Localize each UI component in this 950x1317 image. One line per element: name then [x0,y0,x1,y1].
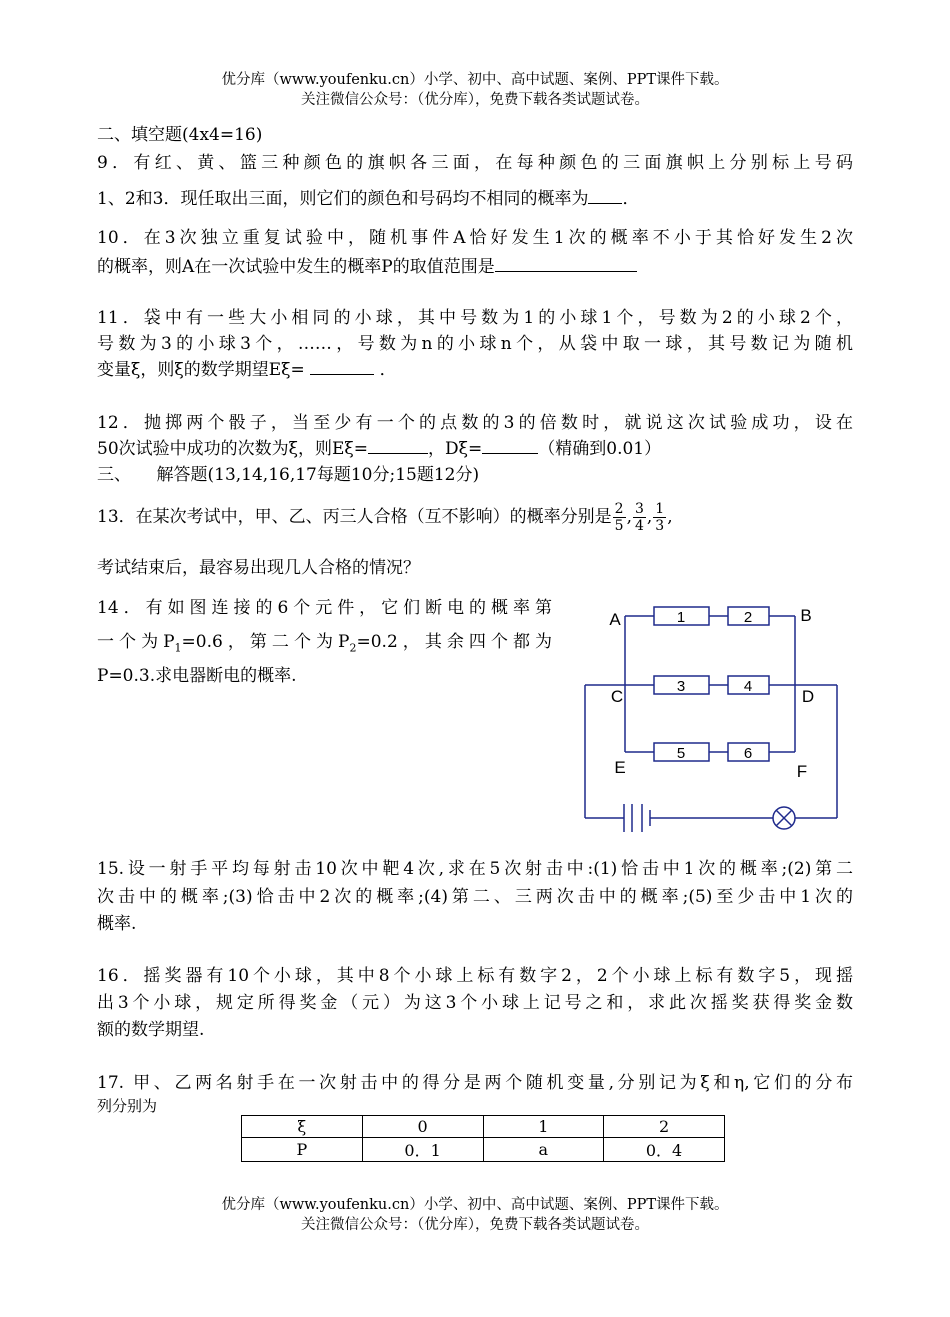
q16-line-3: 额的数学期望. [97,1020,205,1040]
page-header [0,70,950,110]
table-cell: 0．1 [362,1138,483,1162]
table-cell: a [483,1138,604,1162]
circuit-diagram [580,600,850,840]
fraction-3: $\frac{1}{3}$ [655,501,665,534]
section-2-title: 二、填空题(4x4=16) [97,125,263,145]
q9-line-1: 9．有红、黄、篮三种颜色的旗帜各三面，在每种颜色的三面旗帜上分别标上号码 [97,153,853,173]
q15-line-2: 次击中的概率;(3)恰击中2次的概率;(4)第二、三两次击中的概率;(5)至少击中1次的 [97,887,853,907]
q14-line-1: 14．有如图连接的6个元件，它们断电的概率第 [97,598,552,618]
table-cell: 2 [604,1116,725,1138]
node-d-label: D [801,687,815,706]
q15-line-1: 15.设一射手平均每射击10次中靶4次,求在5次射击中:(1)恰击中1次的概率;(2)第二 [97,859,853,879]
q11-text: 变量ξ，则ξ的数学期望Eξ= [97,360,305,380]
q10-line-1: 10．在3次独立重复试验中，随机事件A恰好发生1次的概率不小于其恰好发生2次 [97,228,853,248]
q12-line-1: 12．抛掷两个骰子，当至少有一个的点数的3的倍数时，就说这次试验成功，设在 [97,413,853,433]
q12-text-b: ，Dξ= [428,439,483,459]
fraction-2: $\frac{3}{4}$ [634,501,644,534]
q10-text: 的概率，则A在一次试验中发生的概率P的取值范围是 [97,257,495,277]
node-c-label: C [610,687,624,706]
header-line-1: 优分库（www.youfenku.cn）小学、初中、高中试题、案例、PPT课件下载。 [221,72,729,88]
q17-line-2: 列分别为 [97,1097,158,1115]
table-row [242,1138,725,1162]
q12-e-blank[interactable] [368,438,428,454]
q12-d-blank[interactable] [482,438,538,454]
section-3-title: 三、 解答题(13,14,16,17每题10分;15题12分) [97,465,480,485]
q11-answer-blank[interactable] [310,359,374,375]
q15-line-3: 概率. [97,914,137,934]
node-f-label: F [796,762,808,781]
q9-end: ． [622,189,640,209]
q11-line-3 [97,359,397,381]
q14-line-2: 一个为$P_1=0.6$，第二个为$P_2=0.2$，其余四个都为 [97,632,553,655]
component-3-label: 3 [676,678,686,695]
circuit-wires [585,616,837,818]
q10-line-2 [97,256,637,278]
fraction-1: $\frac{2}{5}$ [614,501,624,534]
component-6-label: 6 [743,745,753,762]
footer-line-2: 关注微信公众号：（优分库），免费下载各类试题试卷。 [301,1217,649,1233]
q12-text-c: （精确到0.01） [538,439,662,459]
table-cell: 0 [362,1116,483,1138]
node-b-label: B [800,606,812,625]
component-1-label: 1 [676,609,686,626]
q12-line-2 [97,438,661,460]
lamp-symbol [773,807,795,829]
q11-line-2: 号数为3的小球3个，……，号数为n的小球n个，从袋中取一球，其号数记为随机 [97,334,853,354]
q12-text-a: 50次试验中成功的次数为ξ，则Eξ= [97,439,369,459]
q16-line-2: 出3个小球，规定所得奖金（元）为这3个小球上记号之和，求此次摇奖获得奖金数 [97,993,853,1013]
component-5-label: 5 [676,745,686,762]
component-4-label: 4 [743,678,753,695]
component-2-label: 2 [743,609,753,626]
table-cell: 1 [483,1116,604,1138]
q9-text: 1、2和3．现任取出三面，则它们的颜色和号码均不相同的概率为 [97,189,589,209]
node-a-label: A [609,610,621,629]
q17-line-1: 17. 甲、乙两名射手在一次射击中的得分是两个随机变量,分别记为ξ和η,它们的分布 [97,1073,853,1093]
q10-answer-blank[interactable] [495,256,637,272]
table-row [242,1116,725,1138]
page-footer [0,1195,950,1235]
battery-symbol [624,804,650,832]
table-cell: P [242,1138,363,1162]
q14-line-3: P=0.3.求电器断电的概率. [97,666,297,686]
header-line-2: 关注微信公众号：（优分库），免费下载各类试题试卷。 [301,92,649,108]
q13-line-2: 考试结束后，最容易出现几人合格的情况？ [97,558,420,578]
table-cell: ξ [242,1116,363,1138]
q11-line-1: 11．袋中有一些大小相同的小球，其中号数为1的小球1个，号数为2的小球2个， [97,308,853,328]
q16-line-1: 16．摇奖器有10个小球，其中8个小球上标有数字2，2个小球上标有数字5，现摇 [97,966,853,986]
q13-text: 13．在某次考试中，甲、乙、丙三人合格（互不影响）的概率分别是 [97,507,612,527]
table-cell: 0．4 [604,1138,725,1162]
q9-line-2 [97,188,639,210]
q13-line-1: 13．在某次考试中，甲、乙、丙三人合格（互不影响）的概率分别是 $\frac{2}{5}$ , $\frac{3}{4}$ , $\frac{1}{3}$ , [97,501,673,534]
q11-end: ． [379,360,397,380]
node-e-label: E [614,758,626,777]
q9-answer-blank[interactable] [588,188,622,204]
distribution-table [241,1115,725,1162]
footer-line-1: 优分库（www.youfenku.cn）小学、初中、高中试题、案例、PPT课件下载。 [221,1197,729,1213]
